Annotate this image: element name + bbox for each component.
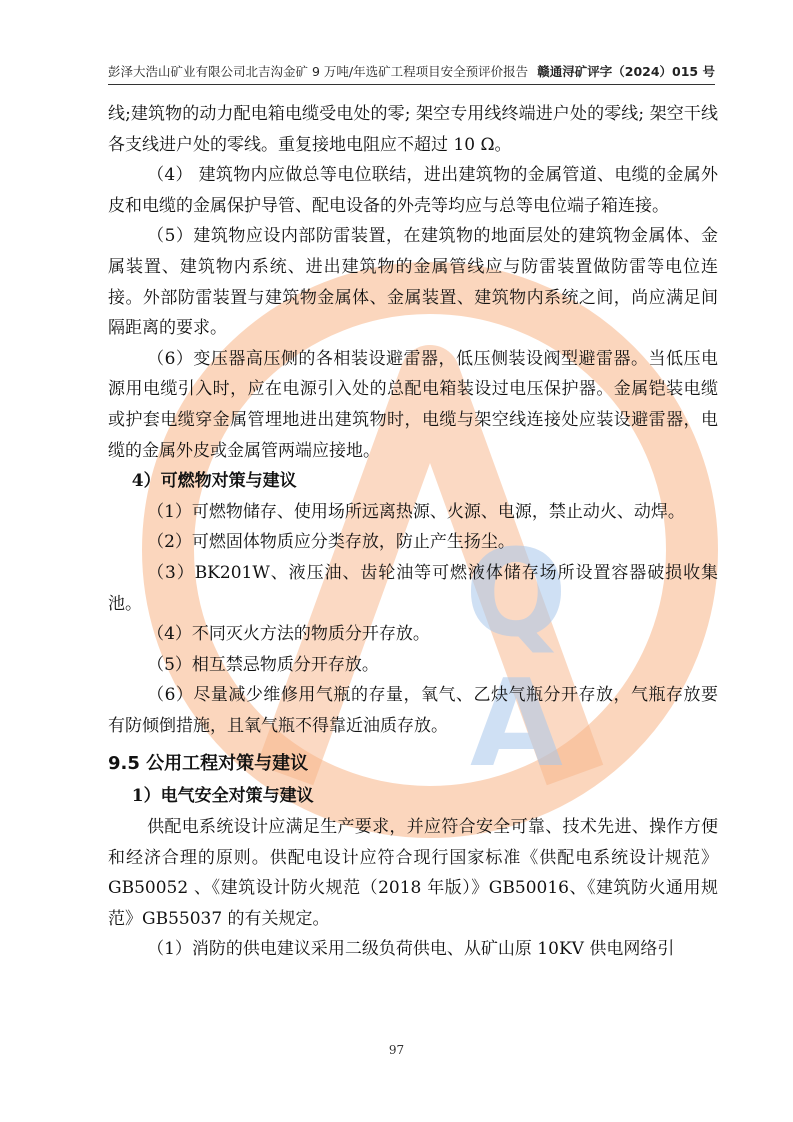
page-number: 97 [388, 1043, 405, 1057]
list-item: （4）不同灭火方法的物质分开存放。 [147, 624, 430, 645]
list-item: （1）可燃物储存、使用场所远离热源、火源、电源，禁止动火、动焊。 [147, 501, 685, 522]
paragraph-power-design: 供配电系统设计应满足生产要求，并应符合安全可靠、技术先进、操作方便和经济合理的原则。供配电设计应符合现行国家标准《供配电系统设计规范》GB50052 、《建筑设计防火规范（2018 年版）》GB50016、《建筑防火通用规范》GB55037 的有关规定。 [108, 817, 718, 929]
heading-combustible: 4）可燃物对策与建议 [131, 471, 297, 492]
paragraph-grounding: 线;建筑物的动力配电箱电缆受电处的零; 架空专用线终端进户处的零线; 架空干线各支线进户处的零线。重复接地电阻应不超过 10 Ω。 [108, 104, 718, 155]
list-item: （3）BK201W、液压油、齿轮油等可燃液体储存场所设置容器破损收集池。 [108, 562, 718, 614]
header-title: 彭泽大浩山矿业有限公司北吉沟金矿 9 万吨/年选矿工程项目安全预评价报告 [108, 64, 529, 79]
paragraph-lightning-internal: （5）建筑物应设内部防雷装置，在建筑物的地面层处的建筑物金属体、金属装置、建筑物内系统、进出建筑物的金属管线应与防雷装置做防雷等电位连接。外部防雷装置与建筑物金属体、金属装置、建筑物内系统之间，尚应满足间隔距离的要求。 [108, 226, 718, 339]
paragraph-arrester: （6）变压器高压侧的各相装设避雷器，低压侧装设阀型避雷器。当低压电源用电缆引入时，应在电源引入处的总配电箱装设过电压保护器。金属铠装电缆或护套电缆穿金属管埋地进出建筑物时，电缆与架空线连接处应装设避雷器，电缆的金属外皮或金属管两端应接地。 [108, 348, 718, 461]
page-header [108, 62, 715, 85]
section-title: 9.5 公用工程对策与建议 [108, 753, 309, 775]
heading-electric: 1）电气安全对策与建议 [131, 786, 314, 807]
paragraph-fire-power: （1）消防的供电建议采用二级负荷供电、从矿山原 10KV 供电网络引 [147, 939, 675, 960]
page-body [108, 99, 718, 965]
header-doc-number: 赣通浔矿评字（2024）015 号 [537, 64, 715, 79]
paragraph-equipotential: （4） 建筑物内应做总等电位联结，进出建筑物的金属管道、电缆的金属外皮和电缆的金属保护导管、配电设备的外壳等均应与总等电位端子箱连接。 [108, 165, 718, 216]
list-item: （6）尽量减少维修用气瓶的存量，氧气、乙炔气瓶分开存放，气瓶存放要有防倾倒措施，且氧气瓶不得靠近油质存放。 [108, 685, 718, 736]
svg-text:Q: Q [465, 525, 568, 664]
list-item: （2）可燃固体物质应分类存放，防止产生扬尘。 [147, 532, 515, 553]
list-item: （5）相互禁忌物质分开存放。 [147, 654, 379, 675]
svg-text:A: A [470, 655, 563, 794]
